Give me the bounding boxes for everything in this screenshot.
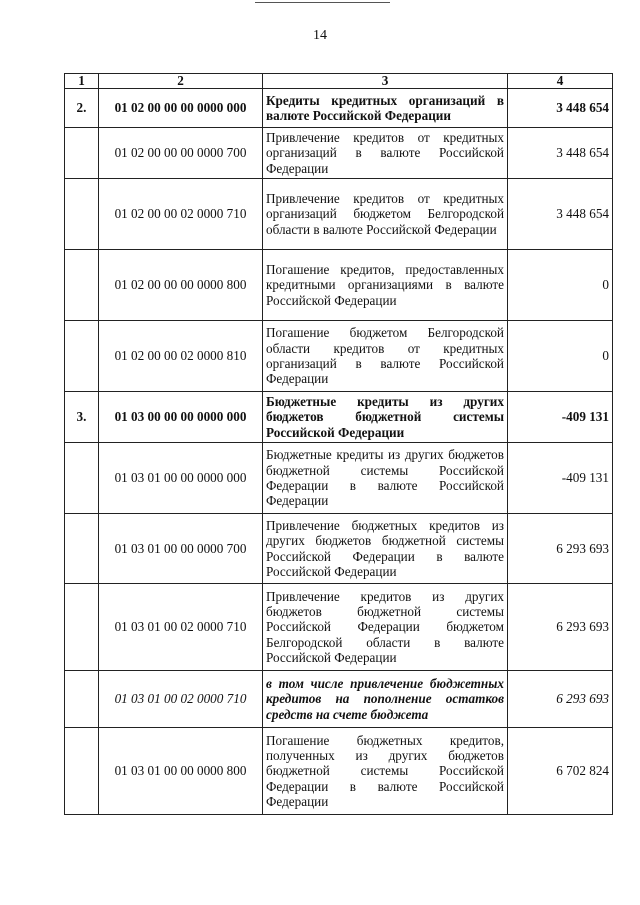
amount-cell: 6 293 693 xyxy=(508,514,613,584)
row-number-cell xyxy=(65,728,99,815)
table-body xyxy=(65,89,613,815)
row-number-cell xyxy=(65,250,99,321)
code-cell: 01 03 01 00 00 0000 800 xyxy=(99,728,263,815)
code-cell: 01 02 00 00 02 0000 810 xyxy=(99,321,263,392)
description-cell: Привлечение кредитов из других бюджетов бюджетной системы Российской Федерации бюджетом Белгородской области в валюте Российской Федерации xyxy=(263,584,508,671)
code-cell: 01 02 00 00 00 0000 800 xyxy=(99,250,263,321)
amount-cell: 3 448 654 xyxy=(508,128,613,179)
row-number-cell xyxy=(65,671,99,728)
table-header-row xyxy=(65,74,613,89)
page-number: 14 xyxy=(313,28,327,43)
amount-cell: 3 448 654 xyxy=(508,179,613,250)
table-row xyxy=(65,321,613,392)
table-row xyxy=(65,392,613,443)
table-row xyxy=(65,584,613,671)
row-number-cell xyxy=(65,514,99,584)
row-number-cell xyxy=(65,128,99,179)
table-row xyxy=(65,728,613,815)
description-cell: Погашение кредитов, предоставленных кредитными организациями в валюте Российской Федерации xyxy=(263,250,508,321)
description-cell: в том числе привлечение бюджетных кредитов на пополнение остатков средств на счете бюджета xyxy=(263,671,508,728)
header-cell: 2 xyxy=(99,74,263,89)
description-cell: Привлечение кредитов от кредитных организаций бюджетом Белгородской области в валюте Российской Федерации xyxy=(263,179,508,250)
amount-cell: 6 293 693 xyxy=(508,671,613,728)
code-cell: 01 02 00 00 02 0000 710 xyxy=(99,179,263,250)
description-cell: Погашение бюджетом Белгородской области кредитов от кредитных организаций в валюте Российской Федерации xyxy=(263,321,508,392)
amount-cell: 6 293 693 xyxy=(508,584,613,671)
code-cell: 01 03 01 00 02 0000 710 xyxy=(99,671,263,728)
table-row xyxy=(65,89,613,128)
code-cell: 01 02 00 00 00 0000 700 xyxy=(99,128,263,179)
table-row xyxy=(65,179,613,250)
table-row xyxy=(65,514,613,584)
row-number-cell xyxy=(65,443,99,514)
description-cell: Привлечение бюджетных кредитов из других бюджетов бюджетной системы Российской Федерации в валюте Российской Федерации xyxy=(263,514,508,584)
amount-cell: 6 702 824 xyxy=(508,728,613,815)
table-row xyxy=(65,443,613,514)
table-row xyxy=(65,671,613,728)
code-cell: 01 03 01 00 00 0000 000 xyxy=(99,443,263,514)
row-number-cell: 2. xyxy=(65,89,99,128)
code-cell: 01 03 00 00 00 0000 000 xyxy=(99,392,263,443)
amount-cell: 0 xyxy=(508,321,613,392)
row-number-cell xyxy=(65,321,99,392)
description-cell: Бюджетные кредиты из других бюджетов бюджетной системы Российской Федерации xyxy=(263,392,508,443)
header-cell: 4 xyxy=(508,74,613,89)
amount-cell: -409 131 xyxy=(508,443,613,514)
header-cell: 3 xyxy=(263,74,508,89)
description-cell: Бюджетные кредиты из других бюджетов бюджетной системы Российской Федерации в валюте Российской Федерации xyxy=(263,443,508,514)
budget-table xyxy=(64,73,613,815)
code-cell: 01 03 01 00 00 0000 700 xyxy=(99,514,263,584)
amount-cell: -409 131 xyxy=(508,392,613,443)
amount-cell: 0 xyxy=(508,250,613,321)
row-number-cell xyxy=(65,179,99,250)
description-cell: Привлечение кредитов от кредитных организаций в валюте Российской Федерации xyxy=(263,128,508,179)
code-cell: 01 03 01 00 02 0000 710 xyxy=(99,584,263,671)
top-rule xyxy=(255,2,390,3)
code-cell: 01 02 00 00 00 0000 000 xyxy=(99,89,263,128)
header-cell: 1 xyxy=(65,74,99,89)
description-cell: Кредиты кредитных организаций в валюте Российской Федерации xyxy=(263,89,508,128)
row-number-cell xyxy=(65,584,99,671)
table-row xyxy=(65,128,613,179)
row-number-cell: 3. xyxy=(65,392,99,443)
table-row xyxy=(65,250,613,321)
description-cell: Погашение бюджетных кредитов, полученных из других бюджетов бюджетной системы Российской Федерации в валюте Российской Федерации xyxy=(263,728,508,815)
amount-cell: 3 448 654 xyxy=(508,89,613,128)
